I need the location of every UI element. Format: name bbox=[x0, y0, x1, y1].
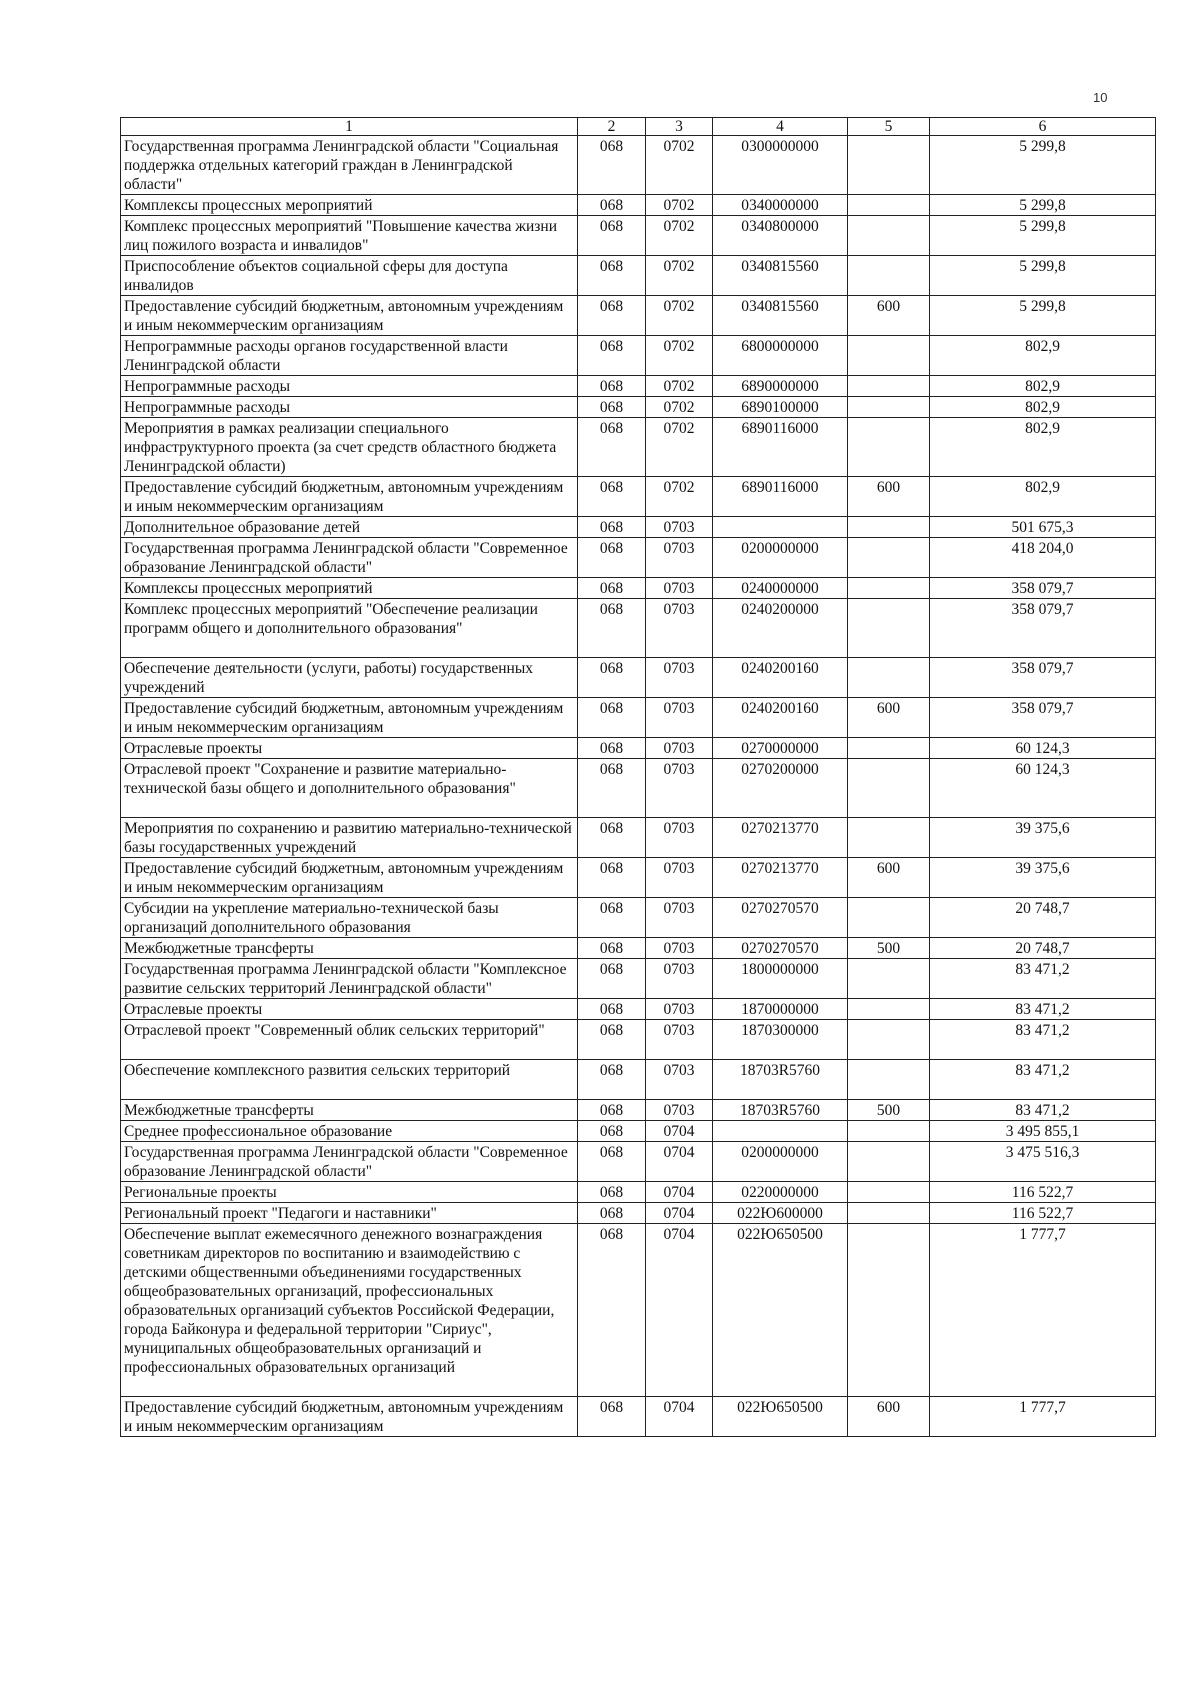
row-amount-cell: 802,9 bbox=[930, 418, 1156, 477]
table-row bbox=[121, 578, 1156, 599]
row-section-cell: 0703 bbox=[646, 738, 713, 759]
row-code-cell: 068 bbox=[578, 1020, 646, 1060]
row-section-cell: 0703 bbox=[646, 578, 713, 599]
row-type-cell: 600 bbox=[848, 698, 930, 738]
row-amount-cell: 60 124,3 bbox=[930, 759, 1156, 818]
table-row bbox=[121, 418, 1156, 477]
table-row bbox=[121, 477, 1156, 517]
row-name-cell: Государственная программа Ленинградской области "Современное образование Ленинградской области" bbox=[121, 1142, 578, 1182]
row-target-cell: 1870000000 bbox=[713, 999, 848, 1020]
row-type-cell bbox=[848, 1182, 930, 1203]
row-code-cell: 068 bbox=[578, 336, 646, 376]
row-name-cell: Отраслевые проекты bbox=[121, 999, 578, 1020]
row-type-cell bbox=[848, 999, 930, 1020]
row-code-cell: 068 bbox=[578, 195, 646, 216]
row-code-cell: 068 bbox=[578, 599, 646, 658]
row-name-cell: Отраслевой проект "Современный облик сельских территорий" bbox=[121, 1020, 578, 1060]
row-section-cell: 0702 bbox=[646, 336, 713, 376]
table-row bbox=[121, 538, 1156, 578]
row-section-cell: 0702 bbox=[646, 397, 713, 418]
row-amount-cell: 116 522,7 bbox=[930, 1182, 1156, 1203]
budget-table bbox=[120, 117, 1156, 1437]
row-target-cell: 6890100000 bbox=[713, 397, 848, 418]
row-amount-cell: 3 495 855,1 bbox=[930, 1121, 1156, 1142]
row-name-cell: Обеспечение выплат ежемесячного денежного вознаграждения советникам директоров по воспитанию и взаимодействию с детскими общественными объединениями государственных общеобразовательных организаций, профессиональных образовательных организаций субъектов Российской Федерации, города Байконура и федеральной территории "Сириус", муниципальных общеобразовательных организаций и профессиональных образовательных организаций bbox=[121, 1224, 578, 1397]
table-row bbox=[121, 959, 1156, 999]
row-type-cell: 600 bbox=[848, 858, 930, 898]
row-name-cell: Непрограммные расходы bbox=[121, 397, 578, 418]
row-amount-cell: 358 079,7 bbox=[930, 578, 1156, 599]
row-section-cell: 0702 bbox=[646, 195, 713, 216]
row-amount-cell: 83 471,2 bbox=[930, 999, 1156, 1020]
row-section-cell: 0703 bbox=[646, 938, 713, 959]
row-section-cell: 0702 bbox=[646, 296, 713, 336]
row-amount-cell: 418 204,0 bbox=[930, 538, 1156, 578]
row-type-cell bbox=[848, 658, 930, 698]
table-row bbox=[121, 1203, 1156, 1224]
row-amount-cell: 5 299,8 bbox=[930, 256, 1156, 296]
row-target-cell: 0340815560 bbox=[713, 256, 848, 296]
row-section-cell: 0703 bbox=[646, 999, 713, 1020]
table-row bbox=[121, 738, 1156, 759]
row-code-cell: 068 bbox=[578, 999, 646, 1020]
row-code-cell: 068 bbox=[578, 1203, 646, 1224]
row-target-cell: 0200000000 bbox=[713, 1142, 848, 1182]
table-row bbox=[121, 296, 1156, 336]
row-code-cell: 068 bbox=[578, 397, 646, 418]
row-name-cell: Комплексы процессных мероприятий bbox=[121, 195, 578, 216]
table-row bbox=[121, 1060, 1156, 1100]
row-name-cell: Отраслевые проекты bbox=[121, 738, 578, 759]
row-section-cell: 0703 bbox=[646, 517, 713, 538]
row-type-cell bbox=[848, 1203, 930, 1224]
row-section-cell: 0702 bbox=[646, 477, 713, 517]
row-code-cell: 068 bbox=[578, 658, 646, 698]
row-name-cell: Региональный проект "Педагоги и наставники" bbox=[121, 1203, 578, 1224]
column-header: 6 bbox=[930, 118, 1156, 136]
table-row bbox=[121, 195, 1156, 216]
row-type-cell bbox=[848, 216, 930, 256]
table-row bbox=[121, 376, 1156, 397]
row-amount-cell: 5 299,8 bbox=[930, 216, 1156, 256]
row-name-cell: Комплексы процессных мероприятий bbox=[121, 578, 578, 599]
row-section-cell: 0703 bbox=[646, 959, 713, 999]
row-target-cell bbox=[713, 1121, 848, 1142]
row-amount-cell: 83 471,2 bbox=[930, 959, 1156, 999]
row-type-cell: 500 bbox=[848, 1100, 930, 1121]
row-target-cell bbox=[713, 517, 848, 538]
row-type-cell bbox=[848, 1060, 930, 1100]
row-target-cell: 0240000000 bbox=[713, 578, 848, 599]
row-amount-cell: 802,9 bbox=[930, 397, 1156, 418]
row-amount-cell: 358 079,7 bbox=[930, 658, 1156, 698]
table-row bbox=[121, 1182, 1156, 1203]
row-target-cell: 1800000000 bbox=[713, 959, 848, 999]
row-name-cell: Обеспечение деятельности (услуги, работы) государственных учреждений bbox=[121, 658, 578, 698]
row-code-cell: 068 bbox=[578, 1397, 646, 1437]
row-type-cell: 600 bbox=[848, 1397, 930, 1437]
row-code-cell: 068 bbox=[578, 759, 646, 818]
column-header: 1 bbox=[121, 118, 578, 136]
row-amount-cell: 358 079,7 bbox=[930, 599, 1156, 658]
row-section-cell: 0704 bbox=[646, 1182, 713, 1203]
row-target-cell: 0300000000 bbox=[713, 136, 848, 195]
table-row bbox=[121, 599, 1156, 658]
table-row bbox=[121, 1224, 1156, 1397]
row-type-cell: 600 bbox=[848, 477, 930, 517]
row-section-cell: 0702 bbox=[646, 376, 713, 397]
row-section-cell: 0702 bbox=[646, 136, 713, 195]
row-code-cell: 068 bbox=[578, 898, 646, 938]
row-target-cell: 0240200000 bbox=[713, 599, 848, 658]
table-row bbox=[121, 256, 1156, 296]
row-amount-cell: 802,9 bbox=[930, 336, 1156, 376]
row-amount-cell: 1 777,7 bbox=[930, 1397, 1156, 1437]
row-name-cell: Межбюджетные трансферты bbox=[121, 1100, 578, 1121]
row-type-cell bbox=[848, 759, 930, 818]
row-section-cell: 0702 bbox=[646, 216, 713, 256]
table-row bbox=[121, 336, 1156, 376]
row-name-cell: Субсидии на укрепление материально-технической базы организаций дополнительного образования bbox=[121, 898, 578, 938]
row-amount-cell: 39 375,6 bbox=[930, 818, 1156, 858]
row-code-cell: 068 bbox=[578, 1121, 646, 1142]
row-code-cell: 068 bbox=[578, 477, 646, 517]
table-row bbox=[121, 136, 1156, 195]
row-name-cell: Дополнительное образование детей bbox=[121, 517, 578, 538]
table-row bbox=[121, 759, 1156, 818]
row-amount-cell: 5 299,8 bbox=[930, 195, 1156, 216]
row-section-cell: 0704 bbox=[646, 1224, 713, 1397]
row-code-cell: 068 bbox=[578, 136, 646, 195]
row-target-cell: 0270000000 bbox=[713, 738, 848, 759]
row-amount-cell: 5 299,8 bbox=[930, 296, 1156, 336]
row-type-cell: 500 bbox=[848, 938, 930, 959]
row-section-cell: 0703 bbox=[646, 858, 713, 898]
row-section-cell: 0702 bbox=[646, 256, 713, 296]
row-target-cell: 0270213770 bbox=[713, 818, 848, 858]
row-section-cell: 0704 bbox=[646, 1121, 713, 1142]
table-row bbox=[121, 858, 1156, 898]
row-amount-cell: 20 748,7 bbox=[930, 898, 1156, 938]
row-section-cell: 0703 bbox=[646, 1020, 713, 1060]
row-type-cell bbox=[848, 1224, 930, 1397]
row-section-cell: 0703 bbox=[646, 759, 713, 818]
row-type-cell bbox=[848, 1020, 930, 1060]
row-type-cell bbox=[848, 818, 930, 858]
row-amount-cell: 83 471,2 bbox=[930, 1100, 1156, 1121]
row-name-cell: Предоставление субсидий бюджетным, автономным учреждениям и иным некоммерческим организациям bbox=[121, 1397, 578, 1437]
row-code-cell: 068 bbox=[578, 738, 646, 759]
row-type-cell: 600 bbox=[848, 296, 930, 336]
table-row bbox=[121, 216, 1156, 256]
row-target-cell: 022Ю650500 bbox=[713, 1224, 848, 1397]
table-row bbox=[121, 1397, 1156, 1437]
row-section-cell: 0703 bbox=[646, 818, 713, 858]
row-target-cell: 0340000000 bbox=[713, 195, 848, 216]
table-header-row bbox=[121, 118, 1156, 136]
table-row bbox=[121, 1142, 1156, 1182]
row-code-cell: 068 bbox=[578, 296, 646, 336]
row-type-cell bbox=[848, 599, 930, 658]
row-section-cell: 0703 bbox=[646, 599, 713, 658]
row-amount-cell: 60 124,3 bbox=[930, 738, 1156, 759]
row-name-cell: Непрограммные расходы bbox=[121, 376, 578, 397]
row-section-cell: 0704 bbox=[646, 1142, 713, 1182]
row-target-cell: 022Ю650500 bbox=[713, 1397, 848, 1437]
row-code-cell: 068 bbox=[578, 256, 646, 296]
column-header: 4 bbox=[713, 118, 848, 136]
row-code-cell: 068 bbox=[578, 858, 646, 898]
row-name-cell: Обеспечение комплексного развития сельских территорий bbox=[121, 1060, 578, 1100]
row-type-cell bbox=[848, 256, 930, 296]
row-target-cell: 6890116000 bbox=[713, 418, 848, 477]
row-target-cell: 0200000000 bbox=[713, 538, 848, 578]
row-code-cell: 068 bbox=[578, 1100, 646, 1121]
row-target-cell: 0240200160 bbox=[713, 658, 848, 698]
row-type-cell bbox=[848, 898, 930, 938]
table-row bbox=[121, 938, 1156, 959]
row-name-cell: Приспособление объектов социальной сферы для доступа инвалидов bbox=[121, 256, 578, 296]
row-section-cell: 0704 bbox=[646, 1397, 713, 1437]
row-amount-cell: 5 299,8 bbox=[930, 136, 1156, 195]
row-name-cell: Предоставление субсидий бюджетным, автономным учреждениям и иным некоммерческим организациям bbox=[121, 477, 578, 517]
row-type-cell bbox=[848, 959, 930, 999]
table-row bbox=[121, 1100, 1156, 1121]
row-name-cell: Комплекс процессных мероприятий "Обеспечение реализации программ общего и дополнительного образования" bbox=[121, 599, 578, 658]
row-code-cell: 068 bbox=[578, 376, 646, 397]
table-row bbox=[121, 397, 1156, 418]
row-code-cell: 068 bbox=[578, 1142, 646, 1182]
row-amount-cell: 802,9 bbox=[930, 477, 1156, 517]
row-code-cell: 068 bbox=[578, 1224, 646, 1397]
row-code-cell: 068 bbox=[578, 959, 646, 999]
row-name-cell: Государственная программа Ленинградской области "Современное образование Ленинградской области" bbox=[121, 538, 578, 578]
row-target-cell: 6890000000 bbox=[713, 376, 848, 397]
row-name-cell: Межбюджетные трансферты bbox=[121, 938, 578, 959]
row-name-cell: Непрограммные расходы органов государственной власти Ленинградской области bbox=[121, 336, 578, 376]
row-code-cell: 068 bbox=[578, 578, 646, 599]
table-row bbox=[121, 1020, 1156, 1060]
row-name-cell: Государственная программа Ленинградской области "Комплексное развитие сельских территорий Ленинградской области" bbox=[121, 959, 578, 999]
row-target-cell: 0340800000 bbox=[713, 216, 848, 256]
row-section-cell: 0703 bbox=[646, 1100, 713, 1121]
row-type-cell bbox=[848, 517, 930, 538]
row-code-cell: 068 bbox=[578, 1060, 646, 1100]
row-type-cell bbox=[848, 418, 930, 477]
row-section-cell: 0703 bbox=[646, 538, 713, 578]
row-target-cell: 0270270570 bbox=[713, 898, 848, 938]
row-target-cell: 0270200000 bbox=[713, 759, 848, 818]
row-section-cell: 0703 bbox=[646, 1060, 713, 1100]
row-target-cell: 022Ю600000 bbox=[713, 1203, 848, 1224]
row-target-cell: 0270213770 bbox=[713, 858, 848, 898]
table-row bbox=[121, 1121, 1156, 1142]
row-type-cell bbox=[848, 376, 930, 397]
row-section-cell: 0702 bbox=[646, 418, 713, 477]
row-code-cell: 068 bbox=[578, 1182, 646, 1203]
row-target-cell: 6800000000 bbox=[713, 336, 848, 376]
row-code-cell: 068 bbox=[578, 517, 646, 538]
row-target-cell: 18703R5760 bbox=[713, 1100, 848, 1121]
row-target-cell: 6890116000 bbox=[713, 477, 848, 517]
row-type-cell bbox=[848, 1121, 930, 1142]
row-type-cell bbox=[848, 1142, 930, 1182]
row-amount-cell: 802,9 bbox=[930, 376, 1156, 397]
row-code-cell: 068 bbox=[578, 938, 646, 959]
table-row bbox=[121, 517, 1156, 538]
table-row bbox=[121, 698, 1156, 738]
row-code-cell: 068 bbox=[578, 698, 646, 738]
row-amount-cell: 20 748,7 bbox=[930, 938, 1156, 959]
row-amount-cell: 358 079,7 bbox=[930, 698, 1156, 738]
table-row bbox=[121, 658, 1156, 698]
row-type-cell bbox=[848, 738, 930, 759]
row-target-cell: 0220000000 bbox=[713, 1182, 848, 1203]
row-name-cell: Предоставление субсидий бюджетным, автономным учреждениям и иным некоммерческим организациям bbox=[121, 858, 578, 898]
row-name-cell: Предоставление субсидий бюджетным, автономным учреждениям и иным некоммерческим организациям bbox=[121, 698, 578, 738]
row-type-cell bbox=[848, 538, 930, 578]
row-target-cell: 1870300000 bbox=[713, 1020, 848, 1060]
table-row bbox=[121, 818, 1156, 858]
row-name-cell: Региональные проекты bbox=[121, 1182, 578, 1203]
row-amount-cell: 83 471,2 bbox=[930, 1020, 1156, 1060]
row-target-cell: 0240200160 bbox=[713, 698, 848, 738]
row-section-cell: 0703 bbox=[646, 698, 713, 738]
row-amount-cell: 1 777,7 bbox=[930, 1224, 1156, 1397]
row-name-cell: Отраслевой проект "Сохранение и развитие материально-технической базы общего и дополнительного образования" bbox=[121, 759, 578, 818]
row-amount-cell: 116 522,7 bbox=[930, 1203, 1156, 1224]
row-target-cell: 0340815560 bbox=[713, 296, 848, 336]
table-row bbox=[121, 898, 1156, 938]
page-number: 10 bbox=[1093, 90, 1108, 105]
row-name-cell: Государственная программа Ленинградской области "Социальная поддержка отдельных категорий граждан в Ленинградской области" bbox=[121, 136, 578, 195]
column-header: 5 bbox=[848, 118, 930, 136]
row-target-cell: 0270270570 bbox=[713, 938, 848, 959]
row-section-cell: 0703 bbox=[646, 658, 713, 698]
row-name-cell: Предоставление субсидий бюджетным, автономным учреждениям и иным некоммерческим организациям bbox=[121, 296, 578, 336]
column-header: 2 bbox=[578, 118, 646, 136]
row-amount-cell: 39 375,6 bbox=[930, 858, 1156, 898]
row-type-cell bbox=[848, 195, 930, 216]
row-type-cell bbox=[848, 336, 930, 376]
row-code-cell: 068 bbox=[578, 418, 646, 477]
row-type-cell bbox=[848, 136, 930, 195]
row-type-cell bbox=[848, 578, 930, 599]
row-name-cell: Комплекс процессных мероприятий "Повышение качества жизни лиц пожилого возраста и инвалидов" bbox=[121, 216, 578, 256]
row-section-cell: 0704 bbox=[646, 1203, 713, 1224]
row-code-cell: 068 bbox=[578, 216, 646, 256]
row-target-cell: 18703R5760 bbox=[713, 1060, 848, 1100]
row-amount-cell: 3 475 516,3 bbox=[930, 1142, 1156, 1182]
row-name-cell: Среднее профессиональное образование bbox=[121, 1121, 578, 1142]
row-type-cell bbox=[848, 397, 930, 418]
row-amount-cell: 83 471,2 bbox=[930, 1060, 1156, 1100]
row-amount-cell: 501 675,3 bbox=[930, 517, 1156, 538]
row-code-cell: 068 bbox=[578, 818, 646, 858]
table-row bbox=[121, 999, 1156, 1020]
row-name-cell: Мероприятия по сохранению и развитию материально-технической базы государственных учреждений bbox=[121, 818, 578, 858]
column-header: 3 bbox=[646, 118, 713, 136]
row-code-cell: 068 bbox=[578, 538, 646, 578]
row-section-cell: 0703 bbox=[646, 898, 713, 938]
row-name-cell: Мероприятия в рамках реализации специального инфраструктурного проекта (за счет средств областного бюджета Ленинградской области) bbox=[121, 418, 578, 477]
